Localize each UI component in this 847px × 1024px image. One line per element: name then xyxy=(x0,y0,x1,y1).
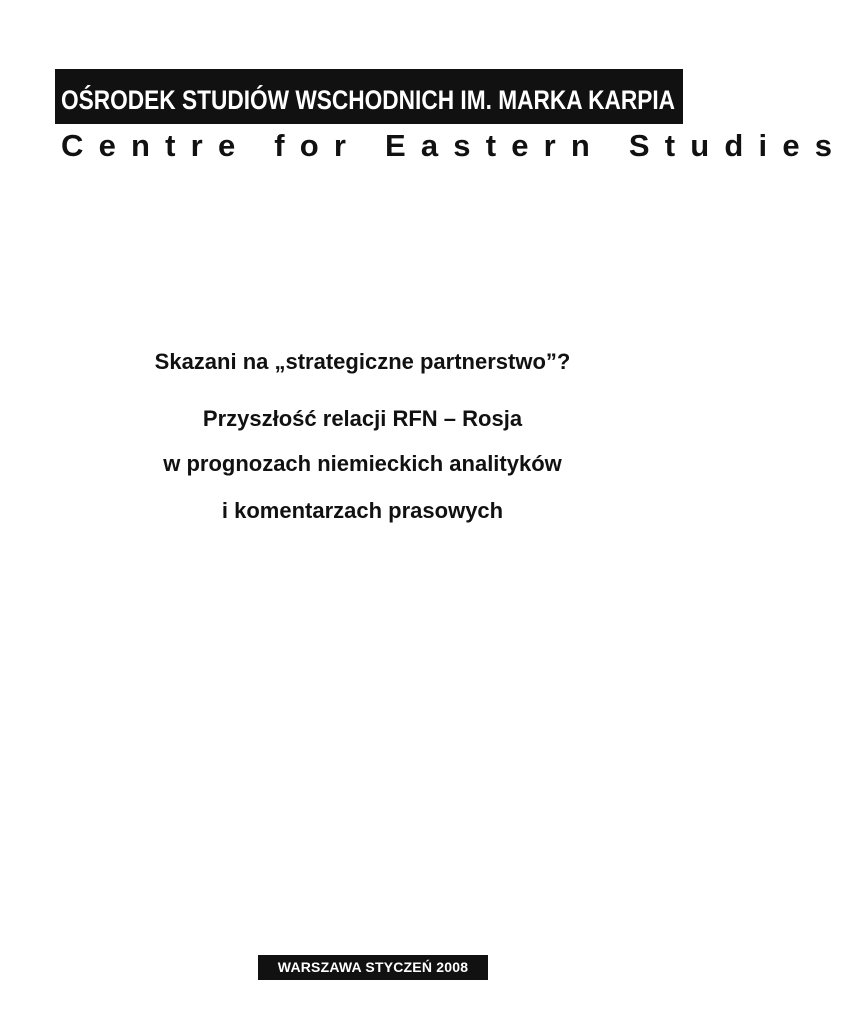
institution-name-english: Centre for Eastern Studies xyxy=(61,128,847,163)
title-line-3: w prognozach niemieckich analityków xyxy=(163,451,562,476)
publication-place-date: WARSZAWA STYCZEŃ 2008 xyxy=(258,955,488,980)
title-line-1: Skazani na „strategiczne partnerstwo”? xyxy=(154,349,571,374)
institution-banner xyxy=(55,69,683,124)
title-line-2: Przyszłość relacji RFN – Rosja xyxy=(202,406,523,431)
institution-name-polish: OŚRODEK STUDIÓW WSCHODNICH IM. MARKA KARPIA xyxy=(61,85,676,115)
title-line-4: i komentarzach prasowych xyxy=(221,498,504,523)
